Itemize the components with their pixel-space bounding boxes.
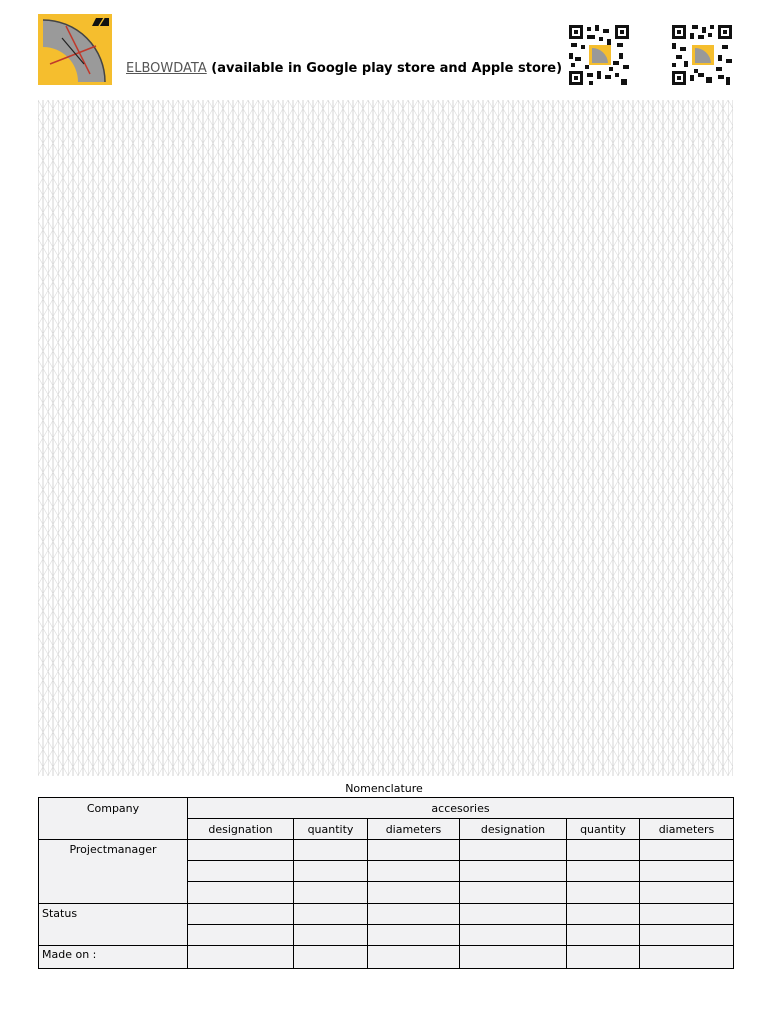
table-cell[interactable] (368, 861, 460, 882)
table-cell[interactable] (368, 840, 460, 861)
table-cell[interactable] (294, 903, 368, 924)
column-header: designation (460, 819, 567, 840)
table-cell[interactable] (368, 924, 460, 945)
table-cell[interactable] (640, 924, 734, 945)
nomenclature-table (38, 797, 734, 969)
project-manager-label: Projectmanager (39, 840, 188, 903)
table-cell[interactable] (188, 882, 294, 903)
table-cell[interactable] (294, 924, 368, 945)
table-cell[interactable] (460, 861, 567, 882)
column-header: quantity (294, 819, 368, 840)
table-cell[interactable] (460, 840, 567, 861)
table-cell[interactable] (188, 924, 294, 945)
isometric-grid (38, 100, 733, 776)
column-header: diameters (640, 819, 734, 840)
table-cell[interactable] (640, 903, 734, 924)
table-cell[interactable] (640, 861, 734, 882)
table-cell[interactable] (460, 882, 567, 903)
column-header: quantity (567, 819, 640, 840)
table-cell[interactable] (368, 903, 460, 924)
table-cell[interactable] (188, 903, 294, 924)
nomenclature-title: Nomenclature (345, 782, 423, 795)
made-on-label: Made on : (39, 945, 188, 968)
table-cell[interactable] (567, 945, 640, 968)
store-availability-text: (available in Google play store and Apple store) (206, 61, 563, 76)
table-cell[interactable] (188, 840, 294, 861)
table-cell[interactable] (460, 945, 567, 968)
column-header: diameters (368, 819, 460, 840)
status-value[interactable] (39, 924, 188, 945)
elbow-pipe-logo-icon (38, 14, 112, 85)
qr-code-apple-store-icon[interactable] (672, 25, 732, 85)
table-cell[interactable] (567, 924, 640, 945)
qr-code-google-play-icon[interactable] (569, 25, 629, 85)
table-cell[interactable] (188, 945, 294, 968)
table-cell[interactable] (640, 840, 734, 861)
table-cell[interactable] (640, 882, 734, 903)
table-cell[interactable] (567, 903, 640, 924)
table-cell[interactable] (567, 840, 640, 861)
table-cell[interactable] (294, 861, 368, 882)
table-cell[interactable] (188, 861, 294, 882)
table-cell[interactable] (567, 882, 640, 903)
table-cell[interactable] (567, 861, 640, 882)
table-cell[interactable] (368, 945, 460, 968)
status-label: Status (39, 903, 188, 924)
table-cell[interactable] (294, 840, 368, 861)
table-cell[interactable] (294, 945, 368, 968)
table-cell[interactable] (368, 882, 460, 903)
app-store-caption (126, 61, 562, 76)
company-label: Company (39, 798, 188, 840)
table-cell[interactable] (294, 882, 368, 903)
accessories-header: accesories (188, 798, 734, 819)
table-cell[interactable] (640, 945, 734, 968)
table-cell[interactable] (460, 903, 567, 924)
elbowdata-link[interactable]: ELBOWDATA (126, 61, 207, 76)
elbowdata-logo (38, 14, 112, 85)
column-header: designation (188, 819, 294, 840)
table-cell[interactable] (460, 924, 567, 945)
